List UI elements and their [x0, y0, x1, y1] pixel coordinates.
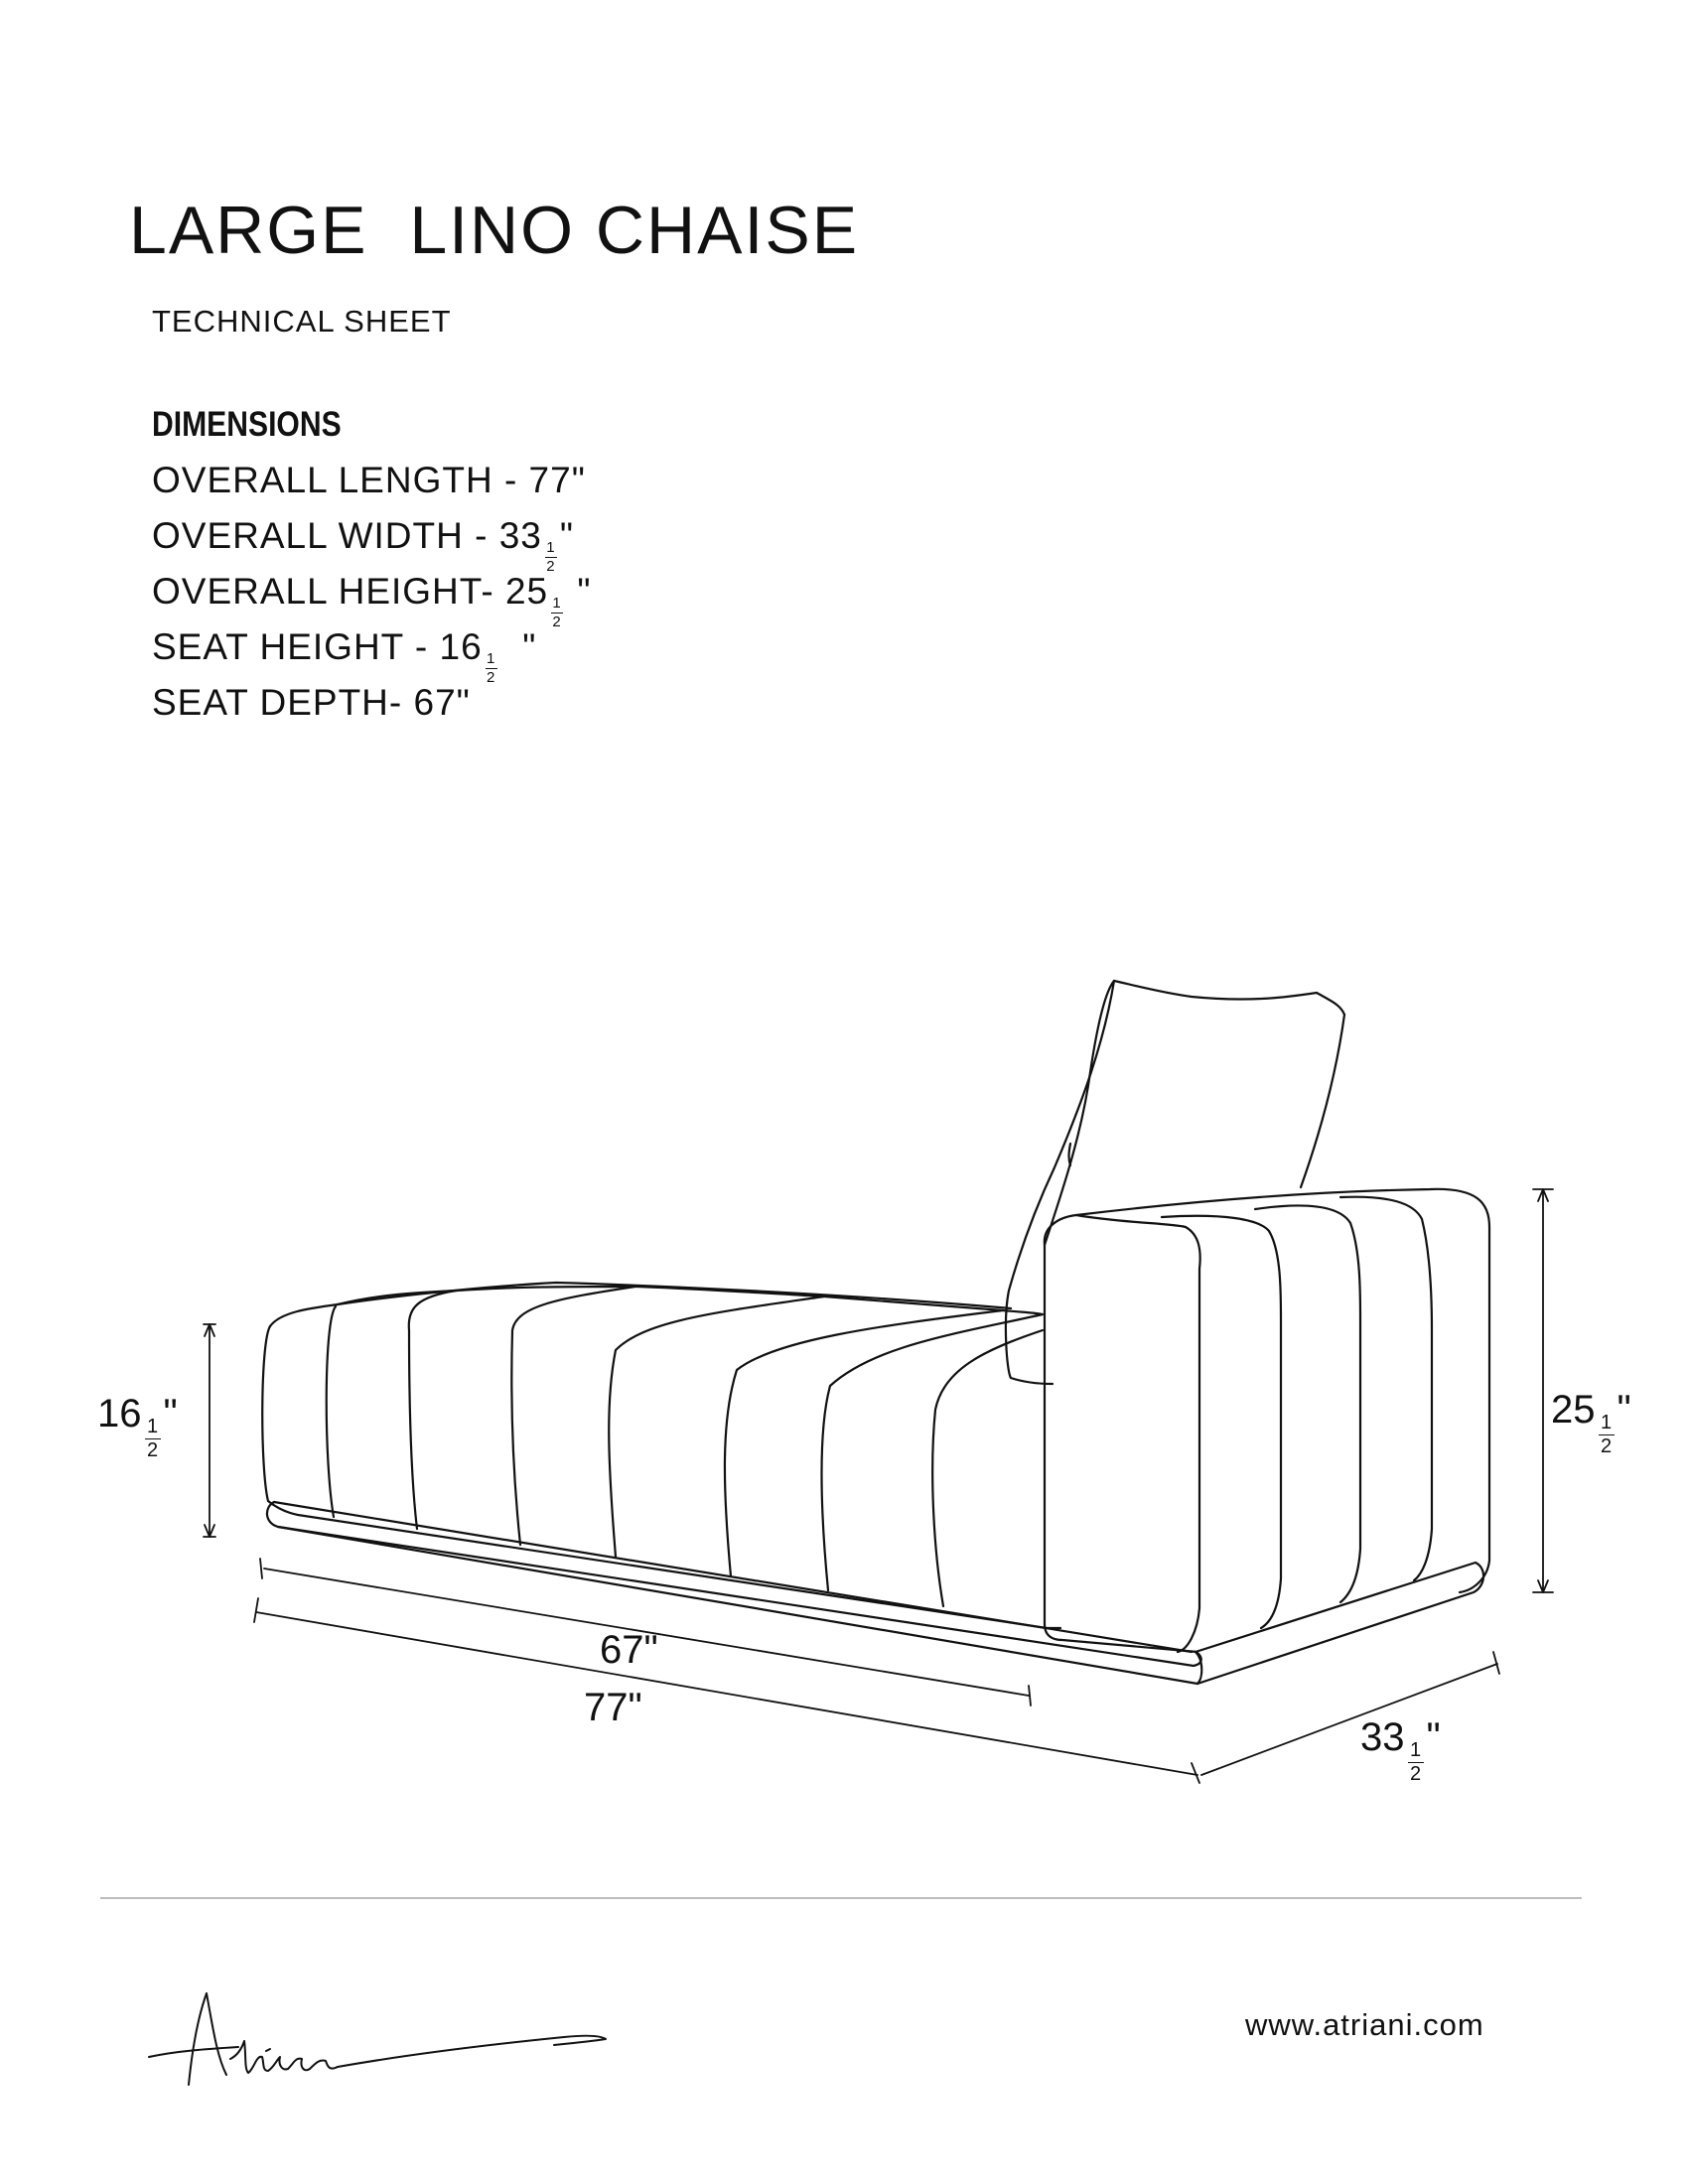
fraction-denominator: 2	[146, 1439, 159, 1461]
dimension-unit: "	[559, 515, 575, 556]
overall-height-label	[1551, 1390, 1631, 1457]
dimensions-heading: DIMENSIONS	[152, 405, 342, 444]
fraction-numerator: 1	[546, 539, 556, 556]
dimension-lines	[204, 1189, 1553, 1783]
label-whole: 25	[1551, 1388, 1596, 1432]
fraction	[1408, 1740, 1424, 1785]
label-whole: 33	[1360, 1715, 1405, 1759]
chaise-seat	[262, 1283, 1060, 1628]
website-url: www.atriani.com	[1245, 2007, 1484, 2042]
seat-channels	[327, 1287, 1043, 1606]
fraction-denominator: 2	[1409, 1763, 1422, 1785]
seat-depth-label: 67"	[600, 1628, 658, 1672]
dimension-text: OVERALL WIDTH - 33	[152, 515, 542, 556]
chaise-arm	[1045, 1189, 1489, 1652]
fraction-denominator: 2	[552, 613, 562, 630]
overall-width-label	[1360, 1717, 1441, 1785]
dimension-text: OVERALL LENGTH - 77"	[152, 460, 586, 500]
fraction-numerator: 1	[146, 1416, 159, 1437]
label-unit: "	[1617, 1388, 1631, 1432]
footer-divider	[100, 1897, 1582, 1899]
seat-height-label	[97, 1394, 178, 1461]
fraction-numerator: 1	[552, 595, 562, 612]
dimension-text: SEAT HEIGHT - 16	[152, 626, 483, 667]
atriani-signature-logo	[147, 1985, 643, 2095]
fraction	[1599, 1413, 1615, 1457]
fraction-denominator: 2	[1600, 1435, 1613, 1457]
dimension-text: SEAT DEPTH- 67"	[152, 682, 471, 723]
overall-length-label: 77"	[584, 1686, 642, 1729]
fraction	[145, 1417, 161, 1461]
fraction-denominator: 2	[486, 668, 496, 686]
dimension-unit: "	[499, 626, 537, 667]
dimension-unit: "	[566, 571, 592, 612]
dimension-text: OVERALL HEIGHT- 25	[152, 571, 549, 612]
page-title: LARGE LINO CHAISE	[129, 193, 860, 268]
chaise-base	[267, 1502, 1483, 1684]
back-cushion	[1006, 981, 1344, 1384]
fraction-numerator: 1	[1600, 1412, 1613, 1433]
fraction-numerator: 1	[1409, 1739, 1422, 1761]
label-unit: "	[163, 1392, 178, 1435]
label-whole: 16	[97, 1392, 142, 1435]
label-unit: "	[1426, 1715, 1441, 1759]
page-subtitle: TECHNICAL SHEET	[152, 304, 452, 339]
fraction-numerator: 1	[486, 650, 496, 667]
fraction-denominator: 2	[546, 557, 556, 575]
